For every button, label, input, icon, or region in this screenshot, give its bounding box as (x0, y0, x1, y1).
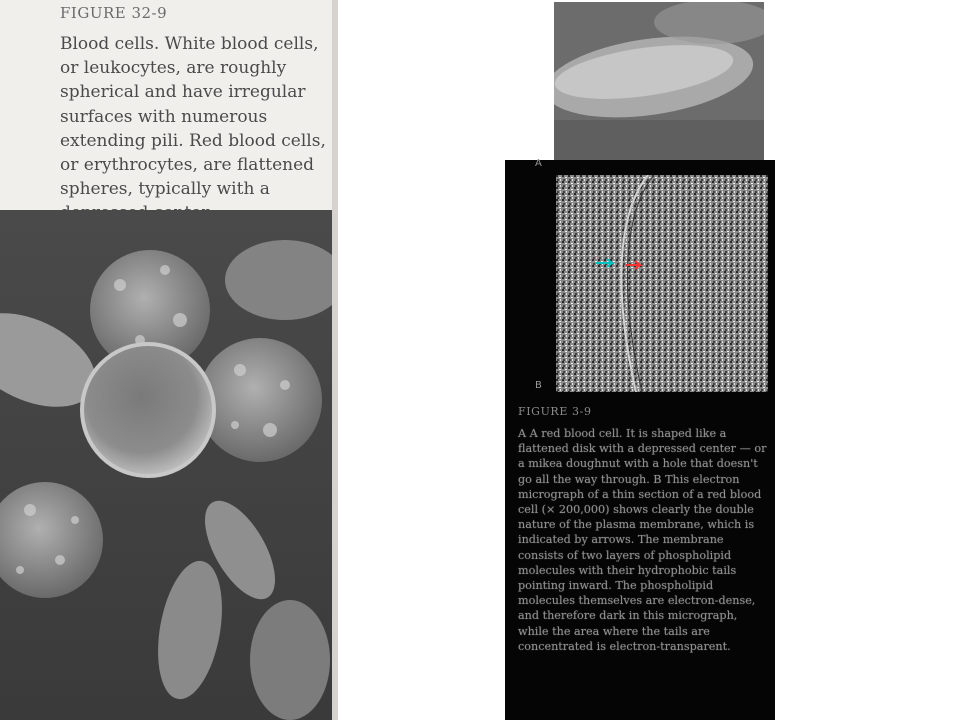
panel-letter-b: B (535, 380, 542, 391)
panel-letter-a: A (535, 158, 542, 169)
page-gutter (332, 0, 338, 720)
figure-caption-right: A A red blood cell. It is shaped like a flattened disk with a depressed center — or a mikea doughnut with a hole that doesn't go all the way through. B This electron micrograph of a thin section of a red blood cell (× 200,000) shows clearly the double nature of the plasma membrane, which is indicated by arrows. The membrane consists of two layers of phospholipid molecules with their hydrophobic tails pointing inward. The phospholipid molecules themselves are electron-dense, and therefore dark in this micrograph, while the area where the tails are concentrated is electron-transparent. (518, 427, 767, 653)
blood-cells-sem-image (0, 210, 332, 720)
figure-caption-left: Blood cells. White blood cells, or leukocytes, are roughly spherical and have irregular surfaces with numerous extending pili. Red blood cells, or erythrocytes, are flattened spheres, typically with a (60, 34, 326, 200)
red-blood-cell-image (554, 2, 764, 160)
electron-micrograph (556, 175, 768, 392)
membrane-micrograph-image (556, 175, 768, 392)
blood-cells-sem-photo (0, 210, 332, 720)
figure-label-right: FIGURE 3-9 (518, 405, 592, 418)
figure-label-left: FIGURE 32-9 (60, 4, 168, 22)
red-blood-cell-photo (554, 2, 764, 160)
